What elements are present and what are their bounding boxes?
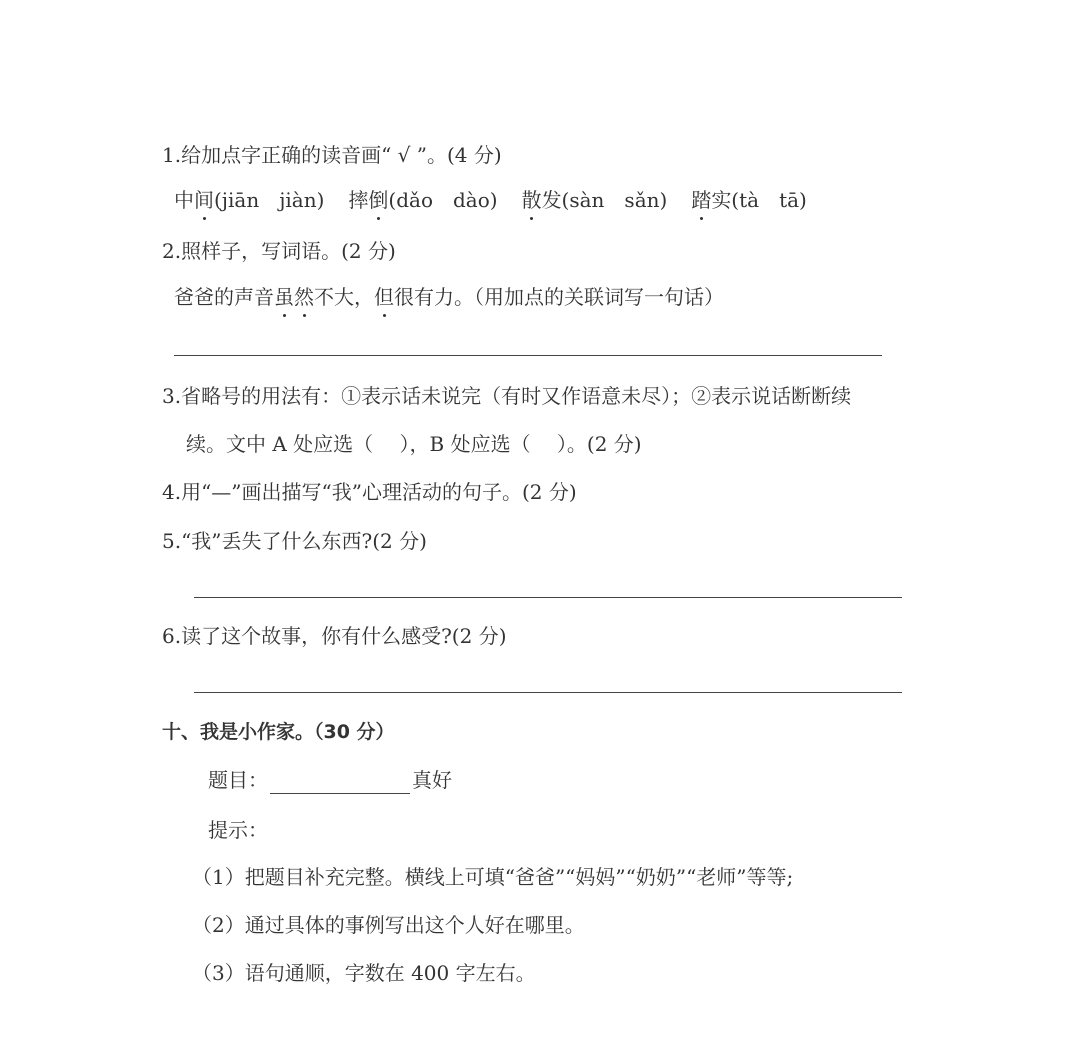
hint-label: 提示： (208, 818, 268, 842)
q1-item-3: 散发(sàn sǎn) (521, 188, 668, 212)
topic-blank[interactable] (270, 773, 410, 794)
q1-items (174, 186, 807, 214)
q5-answer-line[interactable] (194, 597, 902, 598)
hint-3: （3）语句通顺，字数在 400 字左右。 (192, 961, 536, 985)
q3-line-2: 续。文中 A 处应选（ ），B 处应选（ ）。(2 分) (186, 432, 642, 456)
q2-title: 2.照样子，写词语。(2 分) (162, 239, 396, 263)
q6-answer-line[interactable] (194, 692, 902, 693)
hint-1: （1）把题目补充完整。横线上可填“爸爸”“妈妈”“奶奶”“老师”等等; (192, 865, 794, 889)
q1-item-4: 踏实(tà tā) (691, 188, 807, 212)
q2-answer-line[interactable] (174, 355, 882, 356)
q4-title: 4.用“—”画出描写“我”心理活动的句子。(2 分) (162, 480, 577, 504)
q5-title: 5.“我”丢失了什么东西?(2 分) (162, 529, 427, 553)
section-10-heading: 十、我是小作家。（30 分） (162, 721, 395, 743)
q1-title: 1.给加点字正确的读音画“ √ ”。(4 分) (162, 143, 502, 167)
q3-line-1: 3.省略号的用法有：①表示话未说完（有时又作语意未尽）；②表示说话断断续 (162, 384, 852, 408)
topic-line: 题目： 真好 (208, 768, 452, 792)
q1-item-1: 中间(jiān jiàn) (174, 188, 325, 212)
q6-title: 6.读了这个故事，你有什么感受?(2 分) (162, 624, 507, 648)
q1-item-2: 摔倒(dǎo dào) (348, 188, 498, 212)
q2-sample-sentence: 爸爸的声音虽然不大，但很有力。（用加点的关联词写一句话） (174, 285, 724, 309)
hint-2: （2）通过具体的事例写出这个人好在哪里。 (192, 913, 585, 937)
